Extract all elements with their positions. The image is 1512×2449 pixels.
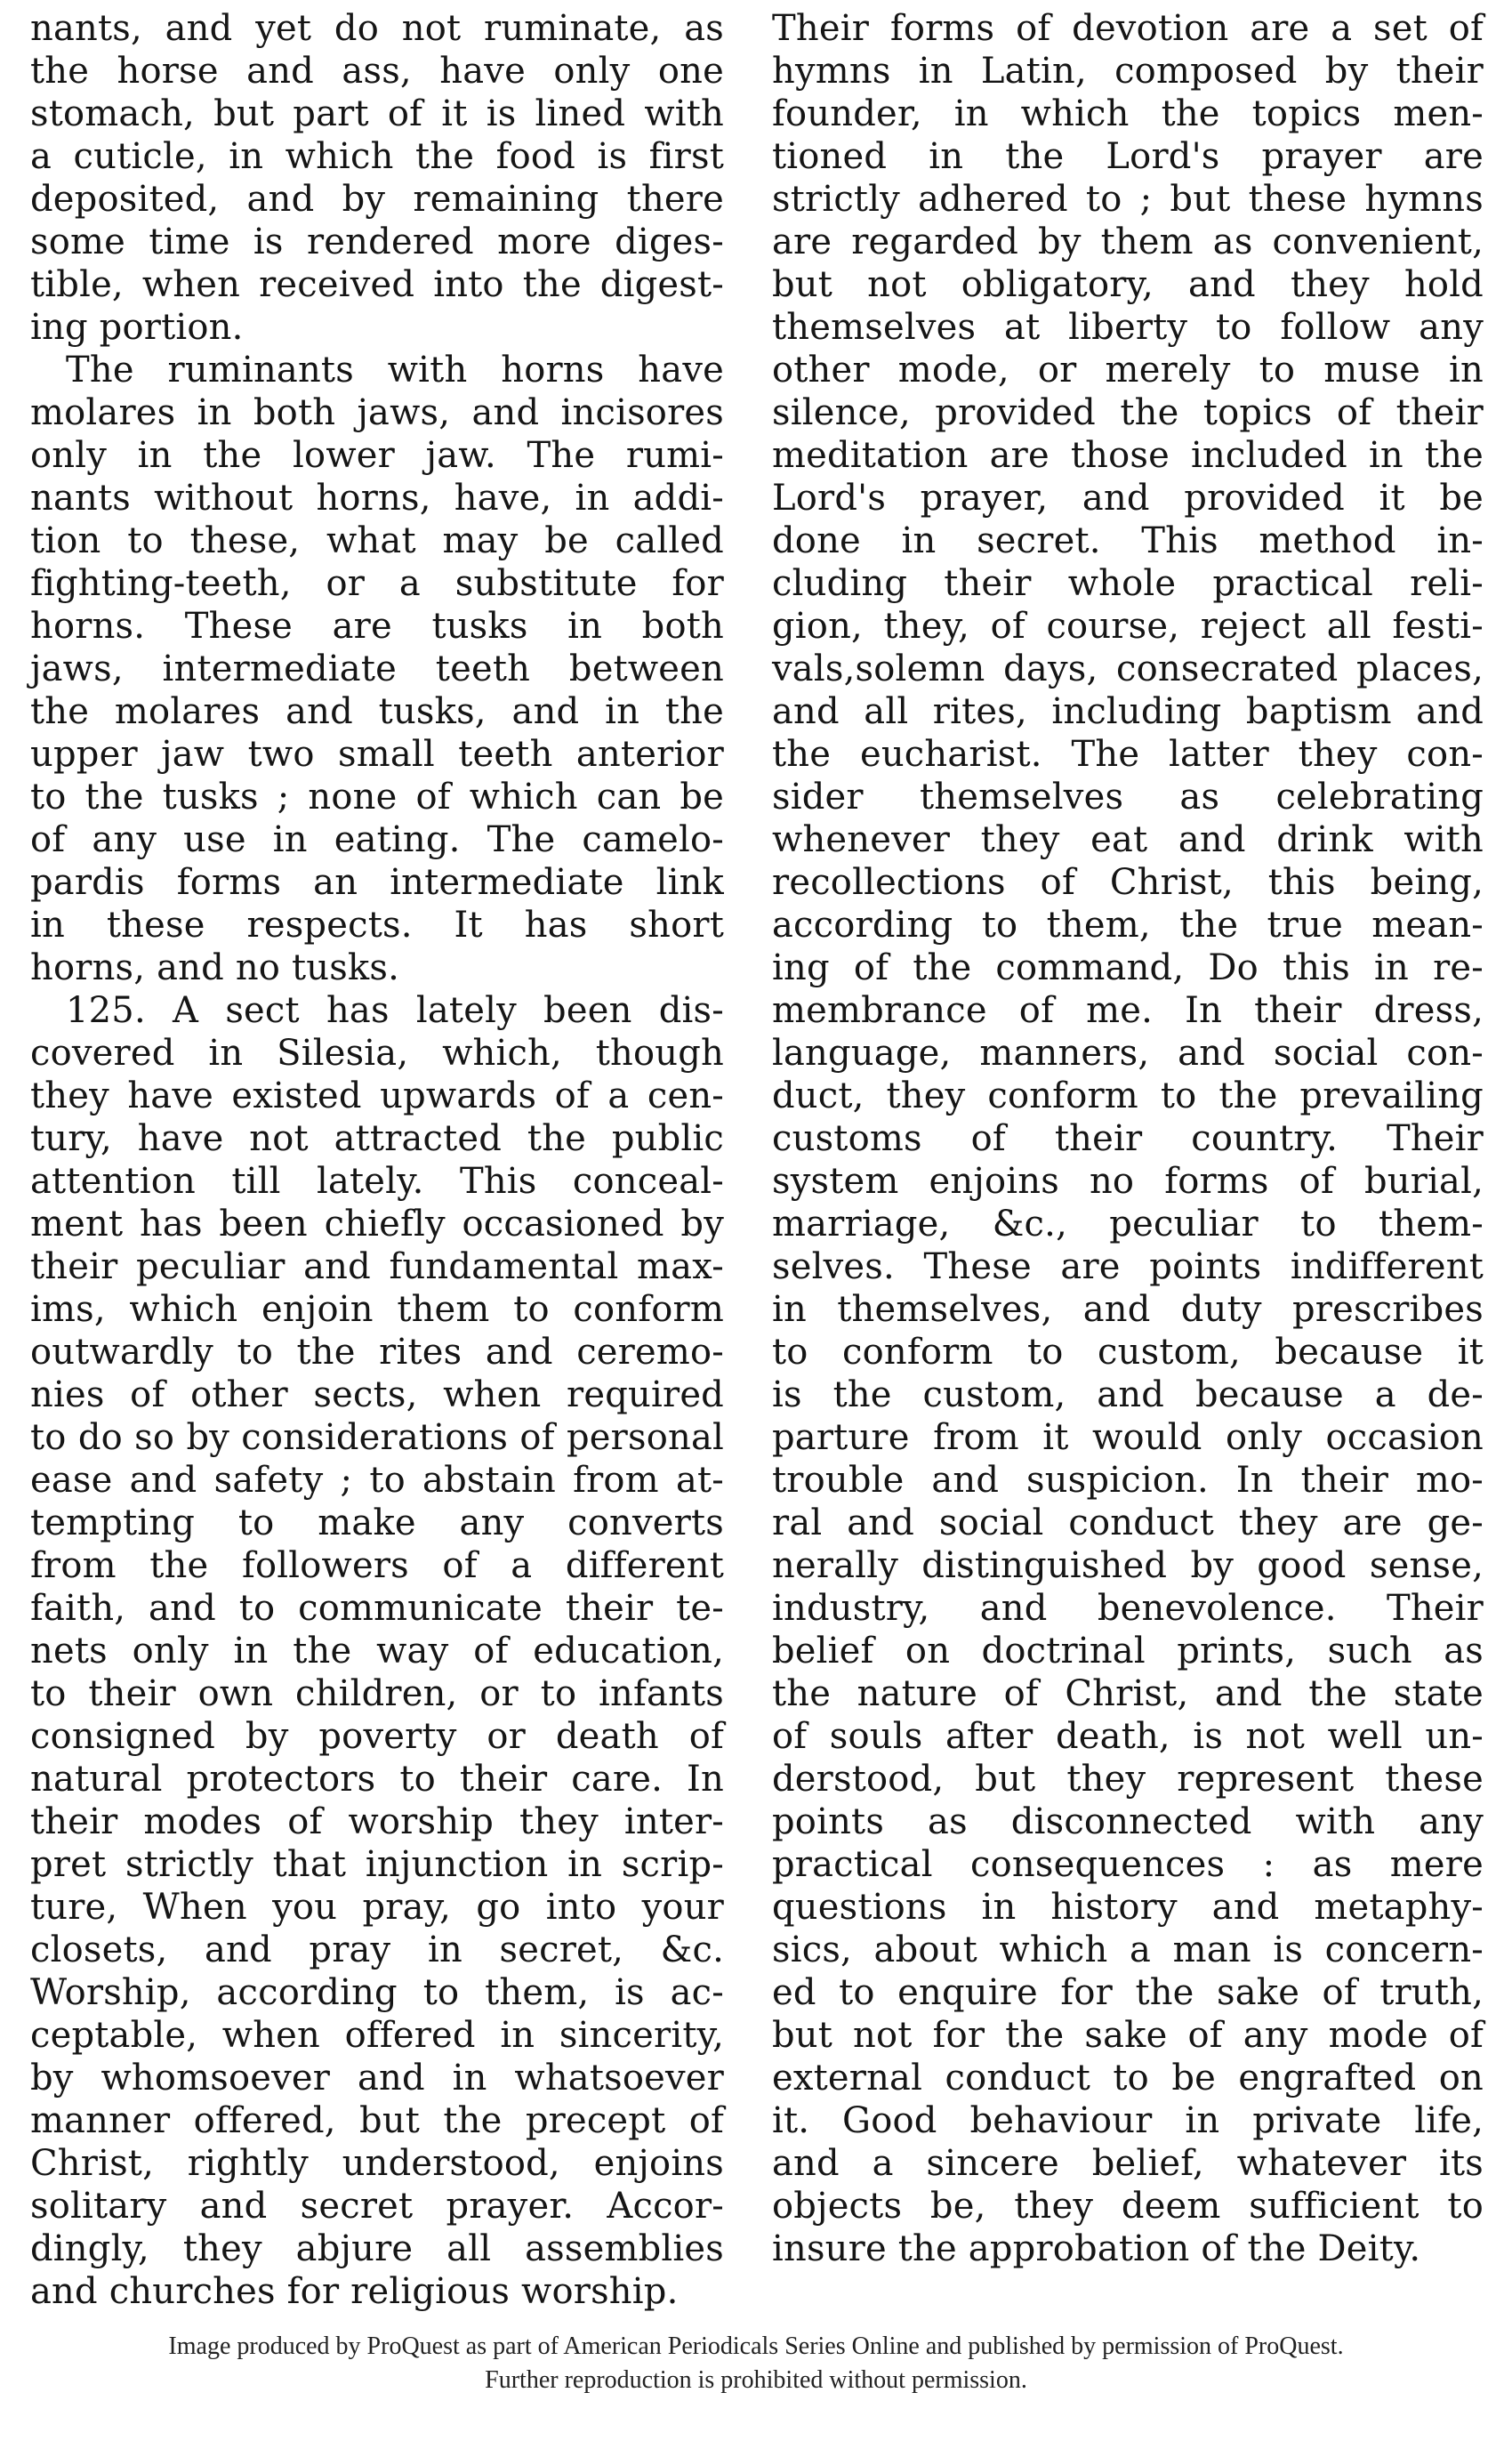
text-line: of any use in eating. The camelo- xyxy=(30,819,724,860)
text-line: 125. A sect has lately been dis- xyxy=(66,990,724,1031)
text-line: trouble and suspicion. In their mo- xyxy=(772,1460,1484,1501)
text-line: consigned by poverty or death of xyxy=(30,1716,724,1757)
text-line: to the tusks ; none of which can be xyxy=(30,777,724,818)
text-line: and a sincere belief, whatever its xyxy=(772,2143,1484,2184)
text-line: ing of the command, Do this in re- xyxy=(772,947,1484,988)
text-line: meditation are those included in the xyxy=(772,435,1484,476)
text-line: the horse and ass, have only one xyxy=(30,51,724,92)
text-line: tible, when received into the digest- xyxy=(30,264,724,305)
text-line: customs of their country. Their xyxy=(772,1118,1484,1159)
text-line: other mode, or merely to muse in xyxy=(772,350,1484,391)
text-line: strictly adhered to ; but these hymns xyxy=(772,179,1484,220)
text-line: whenever they eat and drink with xyxy=(772,819,1484,860)
text-line: the nature of Christ, and the state xyxy=(772,1673,1484,1714)
text-line: parture from it would only occasion xyxy=(772,1417,1484,1458)
text-line: industry, and benevolence. Their xyxy=(772,1588,1484,1629)
text-line: it. Good behaviour in private life, xyxy=(772,2100,1484,2141)
text-line: ims, which enjoin them to conform xyxy=(30,1289,724,1330)
text-line: derstood, but they represent these xyxy=(772,1759,1484,1800)
text-line: done in secret. This method in- xyxy=(772,520,1484,561)
text-line: horns, and no tusks. xyxy=(30,947,400,988)
text-line: nets only in the way of education, xyxy=(30,1631,724,1672)
text-line: pret strictly that injunction in scrip- xyxy=(30,1844,724,1885)
left-text-column xyxy=(30,7,724,2313)
text-line: in these respects. It has short xyxy=(30,905,724,946)
text-line: they have existed upwards of a cen- xyxy=(30,1075,724,1116)
text-line: attention till lately. This conceal- xyxy=(30,1161,724,1202)
text-line: closets, and pray in secret, &c. xyxy=(30,1929,724,1970)
text-line: faith, and to communicate their te- xyxy=(30,1588,724,1629)
text-line: pardis forms an intermediate link xyxy=(30,862,724,903)
text-line: tion to these, what may be called xyxy=(30,520,724,561)
text-line: objects be, they deem sufficient to xyxy=(772,2186,1484,2227)
text-line: horns. These are tusks in both xyxy=(30,606,724,647)
text-line: jaws, intermediate teeth between xyxy=(30,649,724,689)
text-line: only in the lower jaw. The rumi- xyxy=(30,435,724,476)
text-line: ing portion. xyxy=(30,307,244,348)
text-line: is the custom, and because a de- xyxy=(772,1374,1484,1415)
text-line: recollections of Christ, this being, xyxy=(772,862,1484,903)
text-line: but not for the sake of any mode of xyxy=(772,2015,1484,2056)
right-text-column xyxy=(772,7,1484,2270)
text-line: Their forms of devotion are a set of xyxy=(772,8,1484,49)
text-line: some time is rendered more diges- xyxy=(30,222,724,262)
text-line: themselves at liberty to follow any xyxy=(772,307,1484,348)
text-line: solitary and secret prayer. Accor- xyxy=(30,2186,724,2227)
text-line: sider themselves as celebrating xyxy=(772,777,1484,818)
text-line: silence, provided the topics of their xyxy=(772,392,1484,433)
text-line: ture, When you pray, go into your xyxy=(30,1887,724,1928)
text-line: by whomsoever and in whatsoever xyxy=(30,2058,724,2099)
text-line: Christ, rightly understood, enjoins xyxy=(30,2143,724,2184)
text-line: Worship, according to them, is ac- xyxy=(30,1972,724,2013)
text-line: cluding their whole practical reli- xyxy=(772,563,1484,604)
text-line: tioned in the Lord's prayer are xyxy=(772,136,1484,177)
text-line: ease and safety ; to abstain from at- xyxy=(30,1460,724,1501)
text-line: deposited, and by remaining there xyxy=(30,179,724,220)
text-line: nies of other sects, when required xyxy=(30,1374,724,1415)
text-line: nants, and yet do not ruminate, as xyxy=(30,8,724,49)
text-line: their modes of worship they inter- xyxy=(30,1801,724,1842)
text-line: covered in Silesia, which, though xyxy=(30,1033,724,1074)
text-line: nants without horns, have, in addi- xyxy=(30,478,724,519)
text-line: but not obligatory, and they hold xyxy=(772,264,1484,305)
text-line: The ruminants with horns have xyxy=(66,350,724,391)
text-line: their peculiar and fundamental max- xyxy=(30,1246,724,1287)
text-line: molares in both jaws, and incisores xyxy=(30,392,724,433)
text-line: language, manners, and social con- xyxy=(772,1033,1484,1074)
text-line: nerally distinguished by good sense, xyxy=(772,1545,1484,1586)
text-line: according to them, the true mean- xyxy=(772,905,1484,946)
text-line: of souls after death, is not well un- xyxy=(772,1716,1484,1757)
text-line: the eucharist. The latter they con- xyxy=(772,734,1484,775)
text-line: from the followers of a different xyxy=(30,1545,724,1586)
text-line: hymns in Latin, composed by their xyxy=(772,51,1484,92)
text-line: natural protectors to their care. In xyxy=(30,1759,724,1800)
text-line: system enjoins no forms of burial, xyxy=(772,1161,1484,1202)
footer-notice-line-1: Image produced by ProQuest as part of American Periodicals Series Online and published by permission of ProQuest. xyxy=(168,2332,1344,2360)
text-line: selves. These are points indifferent xyxy=(772,1246,1484,1287)
text-line: in themselves, and duty prescribes xyxy=(772,1289,1484,1330)
text-line: membrance of me. In their dress, xyxy=(772,990,1484,1031)
text-line: to do so by considerations of personal xyxy=(30,1417,724,1458)
text-line: upper jaw two small teeth anterior xyxy=(30,734,724,775)
text-line: manner offered, but the precept of xyxy=(30,2100,724,2141)
text-line: and all rites, including baptism and xyxy=(772,691,1484,732)
text-line: questions in history and metaphy- xyxy=(772,1887,1484,1928)
text-line: ment has been chiefly occasioned by xyxy=(30,1204,724,1245)
text-line: belief on doctrinal prints, such as xyxy=(772,1631,1484,1672)
text-line: vals,solemn days, consecrated places, xyxy=(772,649,1484,689)
footer-notice-line-2: Further reproduction is prohibited without permission. xyxy=(485,2366,1027,2394)
text-line: founder, in which the topics men- xyxy=(772,93,1484,134)
text-line: stomach, but part of it is lined with xyxy=(30,93,724,134)
text-line: ed to enquire for the sake of truth, xyxy=(772,1972,1484,2013)
text-line: to conform to custom, because it xyxy=(772,1332,1484,1373)
text-line: ceptable, when offered in sincerity, xyxy=(30,2015,724,2056)
text-line: duct, they conform to the prevailing xyxy=(772,1075,1484,1116)
text-line: marriage, &c., peculiar to them- xyxy=(772,1204,1484,1245)
text-line: to their own children, or to infants xyxy=(30,1673,724,1714)
text-line: ral and social conduct they are ge- xyxy=(772,1502,1484,1543)
text-line: are regarded by them as convenient, xyxy=(772,222,1484,262)
text-line: insure the approbation of the Deity. xyxy=(772,2228,1421,2269)
text-line: Lord's prayer, and provided it be xyxy=(772,478,1484,519)
text-line: practical consequences : as mere xyxy=(772,1844,1484,1885)
text-line: the molares and tusks, and in the xyxy=(30,691,724,732)
text-line: tempting to make any converts xyxy=(30,1502,724,1543)
text-line: external conduct to be engrafted on xyxy=(772,2058,1484,2099)
text-line: a cuticle, in which the food is first xyxy=(30,136,724,177)
text-line: fighting-teeth, or a substitute for xyxy=(30,563,724,604)
text-line: sics, about which a man is concern- xyxy=(772,1929,1484,1970)
text-line: points as disconnected with any xyxy=(772,1801,1484,1842)
text-line: outwardly to the rites and ceremo- xyxy=(30,1332,724,1373)
text-line: tury, have not attracted the public xyxy=(30,1118,724,1159)
text-line: dingly, they abjure all assemblies xyxy=(30,2228,724,2269)
text-line: gion, they, of course, reject all festi- xyxy=(772,606,1484,647)
text-line: and churches for religious worship. xyxy=(30,2271,679,2312)
